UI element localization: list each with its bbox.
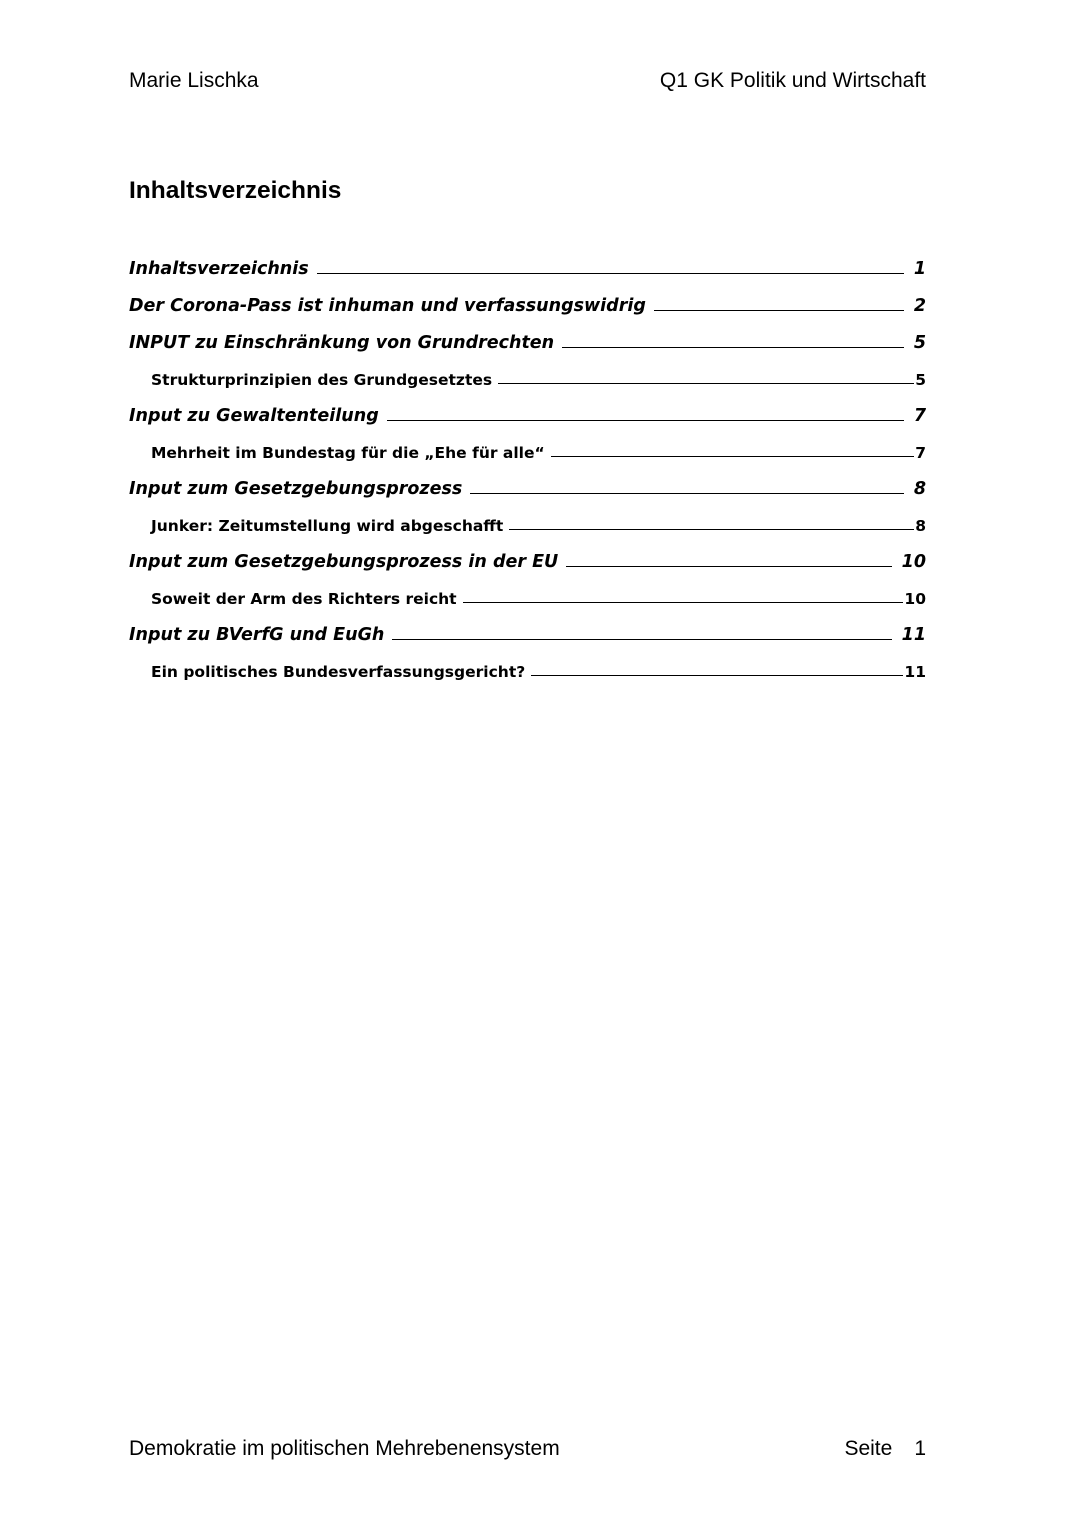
toc-entry-page: 11	[904, 663, 926, 681]
header-course: Q1 GK Politik und Wirtschaft	[659, 69, 926, 92]
toc-entry[interactable]	[129, 285, 926, 322]
toc-leader-line	[566, 566, 891, 567]
toc-subentry[interactable]	[129, 578, 926, 614]
toc-entry-page: 1	[913, 259, 926, 279]
toc-leader-line	[509, 529, 914, 530]
toc-entry-page: 7	[913, 406, 926, 426]
toc-entry-title: INPUT zu Einschränkung von Grundrechten	[129, 333, 555, 353]
toc-entry-title: Junker: Zeitumstellung wird abgeschafft	[151, 517, 504, 535]
toc-leader-line	[498, 383, 914, 384]
toc-entry-page: 10	[901, 552, 926, 572]
toc-entry-title: Mehrheit im Bundestag für die „Ehe für alle“	[151, 444, 545, 462]
toc-entry[interactable]	[129, 322, 926, 359]
toc-entry[interactable]	[129, 541, 926, 578]
toc-leader-line	[551, 456, 915, 457]
toc-leader-line	[317, 273, 904, 274]
toc-entry-title: Input zum Gesetzgebungsprozess	[129, 479, 463, 499]
toc-entry-page: 11	[901, 625, 926, 645]
toc-entry-page: 8	[913, 479, 926, 499]
toc-entry-title: Strukturprinzipien des Grundgesetztes	[151, 371, 493, 389]
toc-subentry[interactable]	[129, 359, 926, 395]
toc-entry-title: Input zu BVerfG und EuGh	[129, 625, 385, 645]
toc-leader-line	[387, 420, 904, 421]
toc-heading: Inhaltsverzeichnis	[129, 177, 342, 204]
toc-entry[interactable]	[129, 253, 926, 285]
toc-entry-page: 10	[904, 590, 926, 608]
toc-subentry[interactable]	[129, 651, 926, 687]
footer-page-label: Seite	[844, 1437, 893, 1460]
toc-leader-line	[463, 602, 904, 603]
toc-leader-line	[392, 639, 891, 640]
toc-entry-page: 2	[913, 296, 926, 316]
toc-leader-line	[470, 493, 904, 494]
toc-leader-line	[562, 347, 904, 348]
toc-entry[interactable]	[129, 395, 926, 432]
toc-entry-page: 7	[915, 444, 926, 462]
toc-entry[interactable]	[129, 468, 926, 505]
toc-entry-title: Der Corona-Pass ist inhuman und verfassungswidrig	[129, 296, 646, 316]
table-of-contents	[129, 253, 926, 687]
toc-leader-line	[654, 310, 904, 311]
footer-page-indicator	[844, 1434, 926, 1464]
header-author: Marie Lischka	[129, 69, 259, 92]
toc-entry-page: 5	[913, 333, 926, 353]
toc-entry-title: Input zum Gesetzgebungsprozess in der EU	[129, 552, 559, 572]
toc-subentry[interactable]	[129, 432, 926, 468]
page-footer	[129, 1434, 926, 1464]
toc-entry-title: Inhaltsverzeichnis	[129, 259, 309, 279]
toc-entry-title: Input zu Gewaltenteilung	[129, 406, 379, 426]
page-header	[129, 66, 926, 96]
footer-page-number: 1	[914, 1437, 926, 1460]
toc-entry-page: 5	[915, 371, 926, 389]
toc-entry-page: 8	[915, 517, 926, 535]
toc-entry-title: Soweit der Arm des Richters reicht	[151, 590, 457, 608]
toc-subentry[interactable]	[129, 505, 926, 541]
footer-document-title: Demokratie im politischen Mehrebenensystem	[129, 1437, 560, 1460]
toc-leader-line	[531, 675, 903, 676]
toc-entry[interactable]	[129, 614, 926, 651]
toc-entry-title: Ein politisches Bundesverfassungsgericht?	[151, 663, 526, 681]
